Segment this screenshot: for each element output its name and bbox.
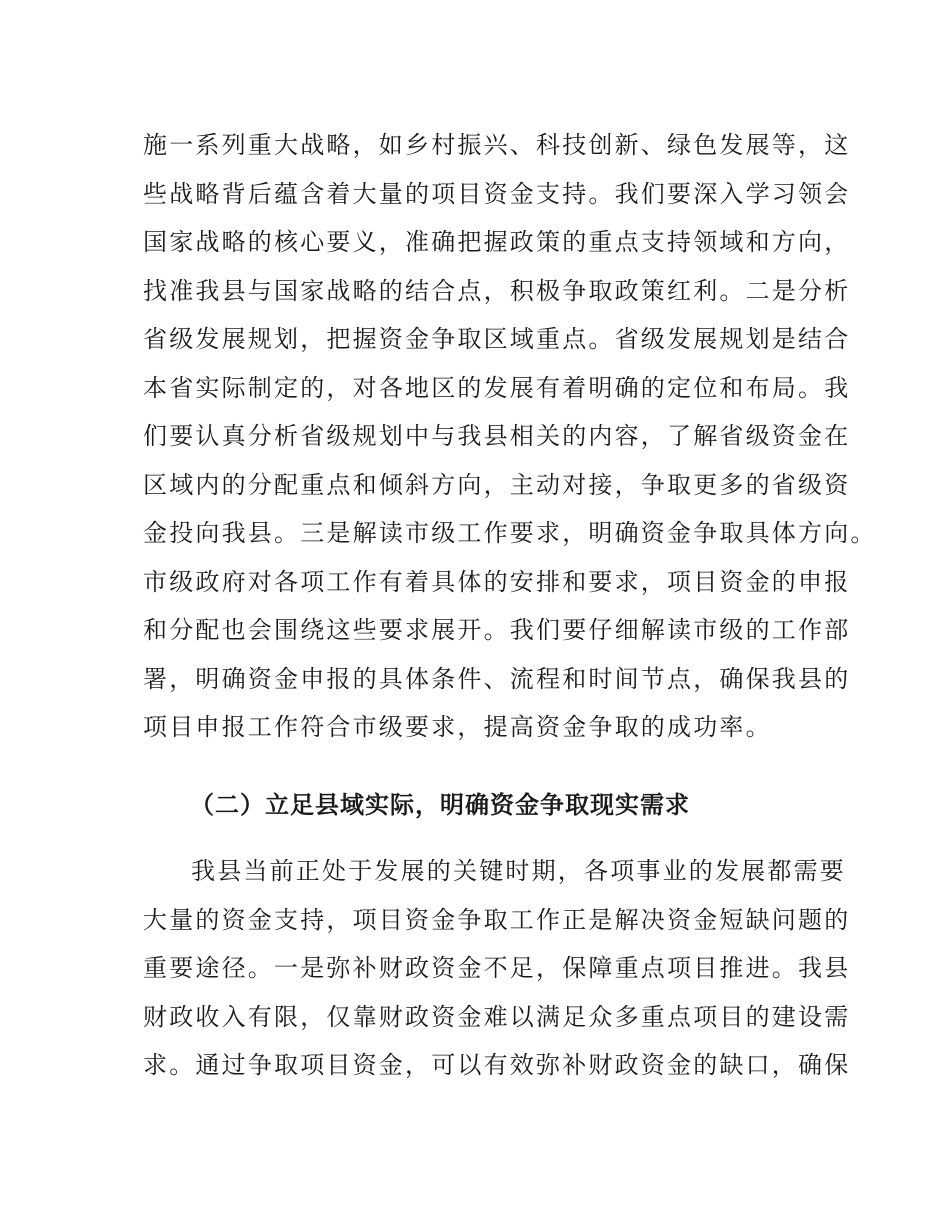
text-line: 们要认真分析省级规划中与我县相关的内容，了解省级资金在 bbox=[143, 422, 851, 450]
text-line: 我县当前正处于发展的关键时期，各项事业的发展都需要 bbox=[191, 857, 846, 885]
text-line: 市级政府对各项工作有着具体的安排和要求，项目资金的申报 bbox=[143, 567, 851, 596]
text-line: 国家战略的核心要义，准确把握政策的重点支持领域和方向， bbox=[143, 228, 851, 256]
body-paragraph-2 bbox=[143, 847, 851, 1090]
text-line: 财政收入有限，仅靠财政资金难以满足众多重点项目的建设需 bbox=[143, 1002, 851, 1031]
text-line: 金投向我县。三是解读市级工作要求，明确资金争取具体方向。 bbox=[143, 519, 877, 547]
text-line: 重要途径。一是弥补财政资金不足，保障重点项目推进。我县 bbox=[143, 954, 851, 982]
text-line: 项目申报工作符合市级要求，提高资金争取的成功率。 bbox=[143, 713, 772, 741]
text-line: 求。通过争取项目资金，可以有效弥补财政资金的缺口，确保 bbox=[143, 1051, 851, 1079]
text-line: 找准我县与国家战略的结合点，积极争取政策红利。二是分析 bbox=[143, 276, 851, 305]
text-line: 和分配也会围绕这些要求展开。我们要仔细解读市级的工作部 bbox=[143, 616, 851, 644]
text-line: 施一系列重大战略，如乡村振兴、科技创新、绿色发展等，这 bbox=[143, 131, 851, 159]
text-line: 大量的资金支持，项目资金争取工作正是解决资金短缺问题的 bbox=[143, 905, 851, 934]
text-line: 本省实际制定的，对各地区的发展有着明确的定位和布局。我 bbox=[143, 373, 851, 402]
text-line: 省级发展规划，把握资金争取区域重点。省级发展规划是结合 bbox=[143, 325, 851, 353]
text-line: 署，明确资金申报的具体条件、流程和时间节点，确保我县的 bbox=[143, 664, 851, 693]
text-line: 区域内的分配重点和倾斜方向，主动对接，争取更多的省级资 bbox=[143, 470, 851, 499]
body-paragraph-1 bbox=[143, 121, 877, 752]
section-heading: （二）立足县域实际，明确资金争取现实需求 bbox=[190, 791, 690, 819]
text-line: 些战略背后蕴含着大量的项目资金支持。我们要深入学习领会 bbox=[143, 179, 851, 208]
